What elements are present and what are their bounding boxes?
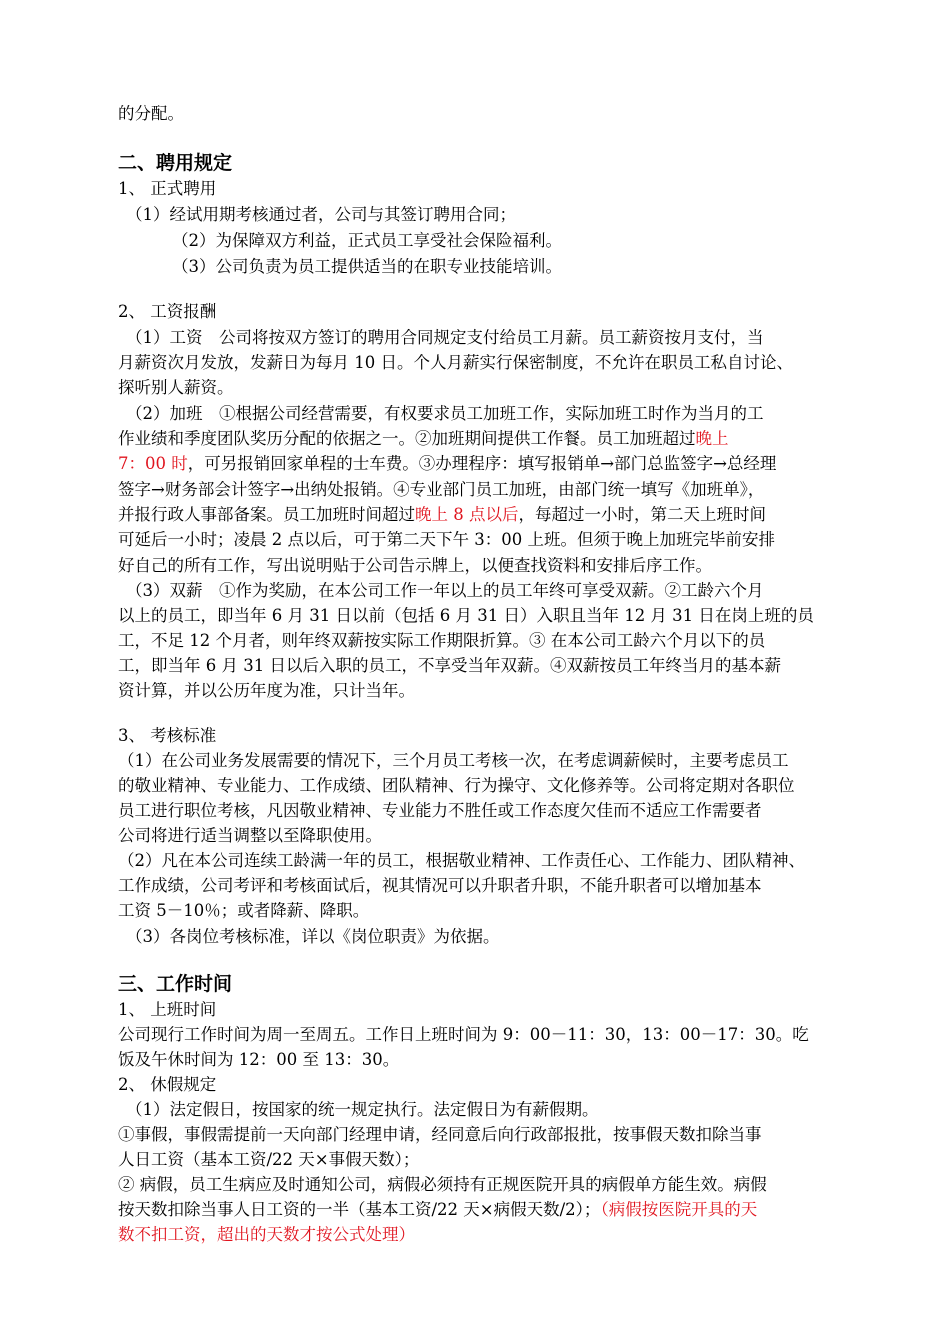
highlighted-line: 数不扣工资，超出的天数才按公式处理）: [118, 1225, 415, 1244]
section-heading-work-time: 三、工作时间: [118, 973, 233, 995]
paragraph-line: [118, 428, 729, 450]
subsection-heading: 2、 工资报酬: [118, 302, 217, 321]
paragraph-line: 的敬业精神、专业能力、工作成绩、团队精神、行为操守、文化修养等。公司将定期对各职位: [118, 776, 795, 795]
paragraph-line: ①事假，事假需提前一天向部门经理申请，经同意后向行政部报批，按事假天数扣除当事: [118, 1125, 762, 1144]
paragraph-line: [118, 453, 776, 475]
paragraph-line: （2）为保障双方利益，正式员工享受社会保险福利。: [172, 231, 562, 250]
section-heading-hiring: 二、聘用规定: [118, 152, 233, 174]
paragraph-line: 月薪资次月发放，发薪日为每月 10 日。个人月薪实行保密制度，不允许在职员工私自讨论、: [118, 353, 793, 372]
paragraph-line: 公司将进行适当调整以至降职使用。: [118, 826, 382, 845]
paragraph-line: （3）双薪 ①作为奖励，在本公司工作一年以上的员工年终可享受双薪。②工龄六个月: [126, 581, 764, 600]
subsection-heading: 2、 休假规定: [118, 1075, 217, 1094]
line-text: 并报行政人事部备案。员工加班时间超过: [118, 505, 415, 524]
highlighted-text: （病假按医院开具的天: [600, 1200, 758, 1219]
paragraph-line: ② 病假，员工生病应及时通知公司，病假必须持有正规医院开具的病假单方能生效。病假: [118, 1175, 767, 1194]
paragraph-line: 公司现行工作时间为周一至周五。工作日上班时间为 9：00－11：30，13：00－17：30。吃: [118, 1025, 809, 1044]
paragraph-line: （1）在公司业务发展需要的情况下，三个月员工考核一次，在考虑调薪候时，主要考虑员工: [118, 751, 789, 770]
paragraph-line: （1）法定假日，按国家的统一规定执行。法定假日为有薪假期。: [126, 1100, 599, 1119]
paragraph-line: （1）经试用期考核通过者，公司与其签订聘用合同；: [126, 205, 516, 224]
subsection-heading: 1、 上班时间: [118, 1000, 217, 1019]
paragraph-line: （3）公司负责为员工提供适当的在职专业技能培训。: [172, 257, 562, 276]
paragraph-line: 可延后一小时；凌晨 2 点以后，可于第二天下午 3：00 上班。但须于晚上加班完毕前安排: [118, 530, 775, 549]
paragraph-line: （1）工资 公司将按双方签订的聘用合同规定支付给员工月薪。员工薪资按月支付，当: [126, 328, 764, 347]
paragraph-line: 工，不足 12 个月者，则年终双薪按实际工作期限折算。③ 在本公司工龄六个月以下的员: [118, 631, 766, 650]
paragraph-line: 好自己的所有工作，写出说明贴于公司告示牌上，以便查找资料和安排后序工作。: [118, 556, 712, 575]
paragraph-line: 资计算，并以公历年度为准，只计当年。: [118, 681, 415, 700]
line-text: ，可另报销回家单程的士车费。③办理程序：填写报销单→部门总监签字→总经理: [187, 454, 777, 473]
paragraph-line: 工作成绩，公司考评和考核面试后，视其情况可以升职者升职，不能升职者可以增加基本: [118, 876, 762, 895]
paragraph-line: [118, 1199, 757, 1221]
highlighted-text: 7：00 时: [118, 454, 188, 473]
paragraph-line: 探听别人薪资。: [118, 378, 234, 397]
line-text: 作业绩和季度团队奖历分配的依据之一。②加班期间提供工作餐。员工加班超过: [118, 429, 696, 448]
paragraph-line: 签字→财务部会计签字→出纳处报销。④专业部门员工加班，由部门统一填写《加班单》，: [118, 480, 765, 499]
paragraph-line: （3）各岗位考核标准，详以《岗位职责》为依据。: [126, 927, 500, 946]
paragraph-line: 的分配。: [118, 104, 184, 123]
paragraph-line: （2）加班 ①根据公司经营需要，有权要求员工加班工作，实际加班工时作为当月的工: [126, 404, 764, 423]
paragraph-line: [118, 504, 766, 526]
paragraph-line: 工，即当年 6 月 31 日以后入职的员工，不享受当年双薪。④双薪按员工年终当月的基本薪: [118, 656, 781, 675]
paragraph-line: 以上的员工，即当年 6 月 31 日以前（包括 6 月 31 日）入职且当年 12 月 31 日在岗上班的员: [118, 606, 814, 625]
paragraph-line: （2）凡在本公司连续工龄满一年的员工，根据敬业精神、工作责任心、工作能力、团队精神、: [118, 851, 805, 870]
paragraph-line: 工资 5－10％；或者降薪、降职。: [118, 901, 370, 920]
highlighted-text: 晚上 8 点以后: [415, 505, 519, 524]
line-text: ，每超过一小时，第二天上班时间: [518, 505, 766, 524]
paragraph-line: 饭及午休时间为 12：00 至 13：30。: [118, 1050, 400, 1069]
paragraph-line: 员工进行职位考核，凡因敬业精神、专业能力不胜任或工作态度欠佳而不适应工作需要者: [118, 801, 762, 820]
highlighted-text: 晚上: [695, 429, 729, 448]
line-text: 按天数扣除当事人日工资的一半（基本工资/22 天×病假天数/2）；: [118, 1200, 601, 1219]
subsection-heading: 1、 正式聘用: [118, 179, 217, 198]
paragraph-line: 人日工资（基本工资/22 天×事假天数）；: [118, 1150, 420, 1169]
subsection-heading: 3、 考核标准: [118, 726, 217, 745]
